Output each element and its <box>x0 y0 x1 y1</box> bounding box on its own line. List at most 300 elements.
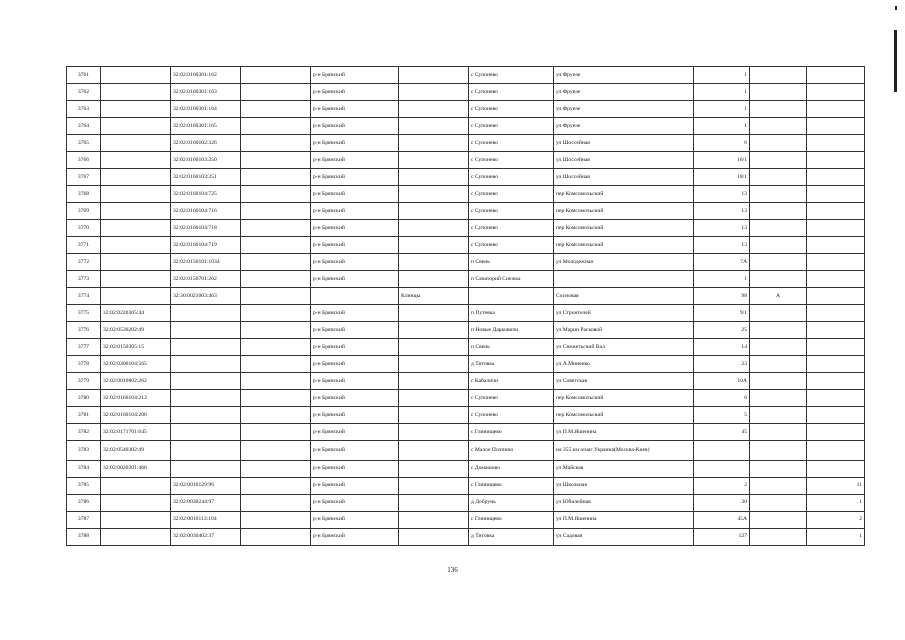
table-row <box>67 203 865 220</box>
house-number-cell: 13 <box>694 237 750 254</box>
region-cell: р-н Брянский <box>311 460 399 477</box>
cadastral-number-building: 32:02:0160301:162 <box>171 67 241 84</box>
page-number: 136 <box>447 566 458 574</box>
settlement-cell: п Санаторий Снежка <box>469 271 554 288</box>
cadastral-number-land: 32:02:0300104:565 <box>101 356 171 373</box>
extra-column <box>241 339 311 356</box>
house-number-cell: 6 <box>694 135 750 152</box>
house-number-cell: 13 <box>694 203 750 220</box>
extra-column <box>241 84 311 101</box>
row-number: 3780 <box>67 390 101 407</box>
cadastral-number-land: 32:02:0530202:49 <box>101 322 171 339</box>
apartment-cell <box>807 203 865 220</box>
extra-column <box>241 135 311 152</box>
row-number: 3776 <box>67 322 101 339</box>
table-row <box>67 322 865 339</box>
house-number-cell: 1 <box>694 101 750 118</box>
city-cell <box>399 152 469 169</box>
table-row <box>67 220 865 237</box>
cadastral-number-land <box>101 288 171 305</box>
letter-cell <box>750 186 807 203</box>
cadastral-number-land <box>101 118 171 135</box>
row-number: 3764 <box>67 118 101 135</box>
table-row <box>67 441 865 461</box>
house-number-cell: 16/1 <box>694 152 750 169</box>
settlement-cell: с Супонево <box>469 169 554 186</box>
settlement-cell: с Супонево <box>469 237 554 254</box>
cadastral-number-land <box>101 84 171 101</box>
region-cell: р-н Брянский <box>311 237 399 254</box>
apartment-cell <box>807 152 865 169</box>
house-number-cell: 45А <box>694 511 750 528</box>
settlement-cell: с Супонево <box>469 118 554 135</box>
table-row <box>67 356 865 373</box>
apartment-cell <box>807 373 865 390</box>
city-cell <box>399 84 469 101</box>
house-number-cell: 13 <box>694 220 750 237</box>
apartment-cell <box>807 237 865 254</box>
region-cell: р-н Брянский <box>311 373 399 390</box>
row-number: 3785 <box>67 477 101 494</box>
cadastral-number-building <box>171 424 241 441</box>
street-cell: ул Марии Расковой <box>554 322 694 339</box>
settlement-cell: с Супонево <box>469 186 554 203</box>
letter-cell <box>750 254 807 271</box>
row-number: 3765 <box>67 135 101 152</box>
letter-cell <box>750 101 807 118</box>
street-cell: пер Комсомольский <box>554 407 694 424</box>
letter-cell <box>750 528 807 545</box>
house-number-cell <box>694 441 750 461</box>
table-row <box>67 101 865 118</box>
house-number-cell: 18/1 <box>694 169 750 186</box>
settlement-cell: с Супонево <box>469 101 554 118</box>
region-cell: р-н Брянский <box>311 441 399 461</box>
region-cell: р-н Брянский <box>311 511 399 528</box>
city-cell <box>399 67 469 84</box>
cadastral-number-building <box>171 460 241 477</box>
apartment-cell <box>807 339 865 356</box>
row-number: 3782 <box>67 424 101 441</box>
city-cell <box>399 511 469 528</box>
street-cell: ул Шоссейная <box>554 169 694 186</box>
region-cell: р-н Брянский <box>311 305 399 322</box>
house-number-cell: 10А <box>694 373 750 390</box>
scan-edge-mark <box>895 6 897 10</box>
city-cell <box>399 407 469 424</box>
row-number: 3766 <box>67 152 101 169</box>
letter-cell <box>750 84 807 101</box>
table-row <box>67 135 865 152</box>
city-cell <box>399 424 469 441</box>
settlement-cell: с Супонево <box>469 84 554 101</box>
region-cell: р-н Брянский <box>311 67 399 84</box>
row-number: 3771 <box>67 237 101 254</box>
cadastral-number-land <box>101 477 171 494</box>
house-number-cell: 1 <box>694 67 750 84</box>
house-number-cell: 1 <box>694 84 750 101</box>
letter-cell <box>750 203 807 220</box>
region-cell: р-н Брянский <box>311 101 399 118</box>
cadastral-number-land <box>101 203 171 220</box>
city-cell: Клинцы <box>399 288 469 305</box>
extra-column <box>241 288 311 305</box>
table-row <box>67 237 865 254</box>
row-number: 3786 <box>67 494 101 511</box>
letter-cell <box>750 67 807 84</box>
street-cell: ул Советская <box>554 373 694 390</box>
table-row <box>67 460 865 477</box>
settlement-cell: с Домашово <box>469 460 554 477</box>
letter-cell <box>750 220 807 237</box>
house-number-cell: 23 <box>694 356 750 373</box>
cadastral-number-land: 32:02:0171701:645 <box>101 424 171 441</box>
extra-column <box>241 152 311 169</box>
apartment-cell <box>807 101 865 118</box>
street-cell: Сосновая <box>554 288 694 305</box>
cadastral-number-building: 32:02:0160103:250 <box>171 152 241 169</box>
street-cell: ул Фрунзе <box>554 118 694 135</box>
street-cell: ул Молодежная <box>554 254 694 271</box>
row-number: 3788 <box>67 528 101 545</box>
house-number-cell: 5 <box>694 407 750 424</box>
extra-column <box>241 254 311 271</box>
table-row <box>67 373 865 390</box>
row-number: 3772 <box>67 254 101 271</box>
apartment-cell <box>807 84 865 101</box>
settlement-cell: с Супонево <box>469 220 554 237</box>
street-cell: ул Майская <box>554 460 694 477</box>
settlement-cell: с Глинищево <box>469 424 554 441</box>
region-cell: р-н Брянский <box>311 322 399 339</box>
cadastral-number-land: 32:02:0160104:213 <box>101 390 171 407</box>
apartment-cell <box>807 254 865 271</box>
city-cell <box>399 390 469 407</box>
row-number: 3761 <box>67 67 101 84</box>
cadastral-number-building: 32:02:0160102:326 <box>171 135 241 152</box>
letter-cell <box>750 511 807 528</box>
letter-cell <box>750 460 807 477</box>
extra-column <box>241 441 311 461</box>
letter-cell <box>750 441 807 461</box>
house-number-cell: 98 <box>694 288 750 305</box>
letter-cell: А <box>750 288 807 305</box>
cadastral-number-land <box>101 169 171 186</box>
apartment-cell <box>807 135 865 152</box>
cadastral-number-building: 32:02:0030244:97 <box>171 494 241 511</box>
letter-cell <box>750 271 807 288</box>
street-cell: на 355 км а/маг Украина(Москва-Киев) <box>554 441 694 461</box>
street-cell: ул П.М.Яшенина <box>554 424 694 441</box>
city-cell <box>399 339 469 356</box>
street-cell <box>554 271 694 288</box>
settlement-cell: с Малое Полпино <box>469 441 554 461</box>
cadastral-number-land: 32:02:0020201:468 <box>101 460 171 477</box>
region-cell: р-н Брянский <box>311 84 399 101</box>
letter-cell <box>750 237 807 254</box>
extra-column <box>241 237 311 254</box>
house-number-cell: 7А <box>694 254 750 271</box>
cadastral-number-building: 32:30:0021003:463 <box>171 288 241 305</box>
apartment-cell: 1 <box>807 528 865 545</box>
apartment-cell <box>807 271 865 288</box>
apartment-cell <box>807 169 865 186</box>
region-cell: р-н Брянский <box>311 169 399 186</box>
city-cell <box>399 101 469 118</box>
house-number-cell: 14 <box>694 339 750 356</box>
settlement-cell: п Свень <box>469 254 554 271</box>
extra-column <box>241 528 311 545</box>
apartment-cell <box>807 390 865 407</box>
extra-column <box>241 356 311 373</box>
extra-column <box>241 460 311 477</box>
row-number: 3763 <box>67 101 101 118</box>
cadastral-number-land <box>101 494 171 511</box>
settlement-cell: д Титовка <box>469 528 554 545</box>
extra-column <box>241 424 311 441</box>
extra-column <box>241 511 311 528</box>
cadastral-number-land <box>101 101 171 118</box>
region-cell: р-н Брянский <box>311 528 399 545</box>
street-cell: ул Строителей <box>554 305 694 322</box>
table-row <box>67 271 865 288</box>
cadastral-number-building <box>171 305 241 322</box>
house-number-cell: 2 <box>694 477 750 494</box>
table-row <box>67 288 865 305</box>
cadastral-number-building <box>171 356 241 373</box>
extra-column <box>241 390 311 407</box>
settlement-cell: с Супонево <box>469 407 554 424</box>
cadastral-number-building: 32:02:0160103:251 <box>171 169 241 186</box>
city-cell <box>399 271 469 288</box>
apartment-cell: 11 <box>807 477 865 494</box>
cadastral-number-land <box>101 254 171 271</box>
cadastral-number-land <box>101 528 171 545</box>
letter-cell <box>750 135 807 152</box>
cadastral-number-land <box>101 67 171 84</box>
cadastral-number-building <box>171 373 241 390</box>
region-cell: р-н Брянский <box>311 339 399 356</box>
street-cell: ул Фрунзе <box>554 101 694 118</box>
cadastral-number-land: 32:02:0010802:262 <box>101 373 171 390</box>
street-cell: пер Комсомольский <box>554 186 694 203</box>
table-row <box>67 528 865 545</box>
cadastral-number-building <box>171 441 241 461</box>
house-number-cell: 6 <box>694 390 750 407</box>
city-cell <box>399 203 469 220</box>
settlement-cell: с Супонево <box>469 152 554 169</box>
cadastral-number-building <box>171 339 241 356</box>
row-number: 3781 <box>67 407 101 424</box>
cadastral-number-land <box>101 186 171 203</box>
cadastral-number-building: 32:02:0150701:262 <box>171 271 241 288</box>
city-cell <box>399 169 469 186</box>
region-cell: р-н Брянский <box>311 477 399 494</box>
extra-column <box>241 118 311 135</box>
extra-column <box>241 186 311 203</box>
cadastral-number-building <box>171 407 241 424</box>
row-number: 3777 <box>67 339 101 356</box>
city-cell <box>399 305 469 322</box>
cadastral-number-land <box>101 271 171 288</box>
apartment-cell <box>807 288 865 305</box>
extra-column <box>241 203 311 220</box>
scan-edge-mark <box>894 30 897 92</box>
cadastral-number-building <box>171 322 241 339</box>
settlement-cell: с Глинищево <box>469 477 554 494</box>
table-row <box>67 339 865 356</box>
letter-cell <box>750 305 807 322</box>
house-number-cell: 127 <box>694 528 750 545</box>
region-cell: р-н Брянский <box>311 118 399 135</box>
street-cell: ул Садовая <box>554 528 694 545</box>
apartment-cell <box>807 220 865 237</box>
house-number-cell: 30 <box>694 494 750 511</box>
cadastral-number-land <box>101 511 171 528</box>
street-cell: ул Шоссейная <box>554 152 694 169</box>
street-cell: ул Фрунзе <box>554 84 694 101</box>
cadastral-number-building <box>171 390 241 407</box>
street-cell: пер Комсомольский <box>554 390 694 407</box>
registry-rows <box>67 67 865 546</box>
city-cell <box>399 135 469 152</box>
page-edge <box>899 0 905 640</box>
cadastral-number-building: 32:02:0160301:164 <box>171 101 241 118</box>
apartment-cell: 1 <box>807 494 865 511</box>
cadastral-number-building: 32:02:0160301:163 <box>171 84 241 101</box>
cadastral-number-land <box>101 237 171 254</box>
letter-cell <box>750 390 807 407</box>
table-row <box>67 511 865 528</box>
region-cell: р-н Брянский <box>311 152 399 169</box>
row-number: 3779 <box>67 373 101 390</box>
cadastral-number-building: 32:02:0010113:104 <box>171 511 241 528</box>
region-cell: р-н Брянский <box>311 407 399 424</box>
row-number: 3784 <box>67 460 101 477</box>
apartment-cell <box>807 460 865 477</box>
apartment-cell: 2 <box>807 511 865 528</box>
cadastral-number-land <box>101 220 171 237</box>
settlement-cell: с Супонево <box>469 135 554 152</box>
house-number-cell: 9/1 <box>694 305 750 322</box>
apartment-cell <box>807 322 865 339</box>
extra-column <box>241 220 311 237</box>
region-cell: р-н Брянский <box>311 494 399 511</box>
cadastral-number-building: 32:02:0160301:165 <box>171 118 241 135</box>
cadastral-number-building: 32:02:0160104:716 <box>171 203 241 220</box>
cadastral-number-land <box>101 152 171 169</box>
letter-cell <box>750 169 807 186</box>
city-cell <box>399 494 469 511</box>
city-cell <box>399 186 469 203</box>
street-cell: пер Комсомольский <box>554 220 694 237</box>
city-cell <box>399 460 469 477</box>
extra-column <box>241 494 311 511</box>
row-number: 3775 <box>67 305 101 322</box>
city-cell <box>399 254 469 271</box>
extra-column <box>241 101 311 118</box>
street-cell: ул Фрунзе <box>554 67 694 84</box>
region-cell: р-н Брянский <box>311 390 399 407</box>
table-row <box>67 424 865 441</box>
house-number-cell: 1 <box>694 271 750 288</box>
table-row <box>67 494 865 511</box>
extra-column <box>241 305 311 322</box>
table-row <box>67 118 865 135</box>
letter-cell <box>750 322 807 339</box>
letter-cell <box>750 118 807 135</box>
extra-column <box>241 477 311 494</box>
city-cell <box>399 356 469 373</box>
house-number-cell <box>694 460 750 477</box>
region-cell: р-н Брянский <box>311 356 399 373</box>
letter-cell <box>750 494 807 511</box>
row-number: 3768 <box>67 186 101 203</box>
apartment-cell <box>807 118 865 135</box>
table-row <box>67 169 865 186</box>
letter-cell <box>750 373 807 390</box>
row-number: 3770 <box>67 220 101 237</box>
letter-cell <box>750 356 807 373</box>
cadastral-number-building: 32:02:0010129:96 <box>171 477 241 494</box>
city-cell <box>399 528 469 545</box>
street-cell: ул Юбилейная <box>554 494 694 511</box>
settlement-cell: д Титовка <box>469 356 554 373</box>
house-number-cell: 13 <box>694 186 750 203</box>
apartment-cell <box>807 305 865 322</box>
table-row <box>67 254 865 271</box>
street-cell: пер Комсомольский <box>554 237 694 254</box>
row-number: 3783 <box>67 441 101 461</box>
settlement-cell: п Путевка <box>469 305 554 322</box>
city-cell <box>399 118 469 135</box>
cadastral-number-land: 32:02:0160104:206 <box>101 407 171 424</box>
cadastral-number-building: 32:02:0150101:1034 <box>171 254 241 271</box>
cadastral-number-land: 32:02:0150305:15 <box>101 339 171 356</box>
table-row <box>67 186 865 203</box>
settlement-cell: с Супонево <box>469 203 554 220</box>
table-row <box>67 152 865 169</box>
settlement-cell: с Кабаличи <box>469 373 554 390</box>
region-cell: р-н Брянский <box>311 254 399 271</box>
table-row <box>67 67 865 84</box>
row-number: 3778 <box>67 356 101 373</box>
street-cell: ул Снежетьский Вал <box>554 339 694 356</box>
cadastral-number-building: 32:02:0030402:37 <box>171 528 241 545</box>
region-cell: р-н Брянский <box>311 203 399 220</box>
row-number: 3767 <box>67 169 101 186</box>
street-cell: пер Комсомольский <box>554 203 694 220</box>
cadastral-number-building: 32:02:0160104:719 <box>171 237 241 254</box>
region-cell: р-н Брянский <box>311 220 399 237</box>
letter-cell <box>750 339 807 356</box>
city-cell <box>399 477 469 494</box>
settlement-cell: д Добрунь <box>469 494 554 511</box>
city-cell <box>399 373 469 390</box>
city-cell <box>399 237 469 254</box>
region-cell <box>311 288 399 305</box>
cadastral-number-land: 32:02:0540302:49 <box>101 441 171 461</box>
apartment-cell <box>807 441 865 461</box>
row-number: 3773 <box>67 271 101 288</box>
city-cell <box>399 441 469 461</box>
apartment-cell <box>807 407 865 424</box>
row-number: 3769 <box>67 203 101 220</box>
extra-column <box>241 271 311 288</box>
extra-column <box>241 169 311 186</box>
row-number: 3774 <box>67 288 101 305</box>
settlement-cell: п Свень <box>469 339 554 356</box>
